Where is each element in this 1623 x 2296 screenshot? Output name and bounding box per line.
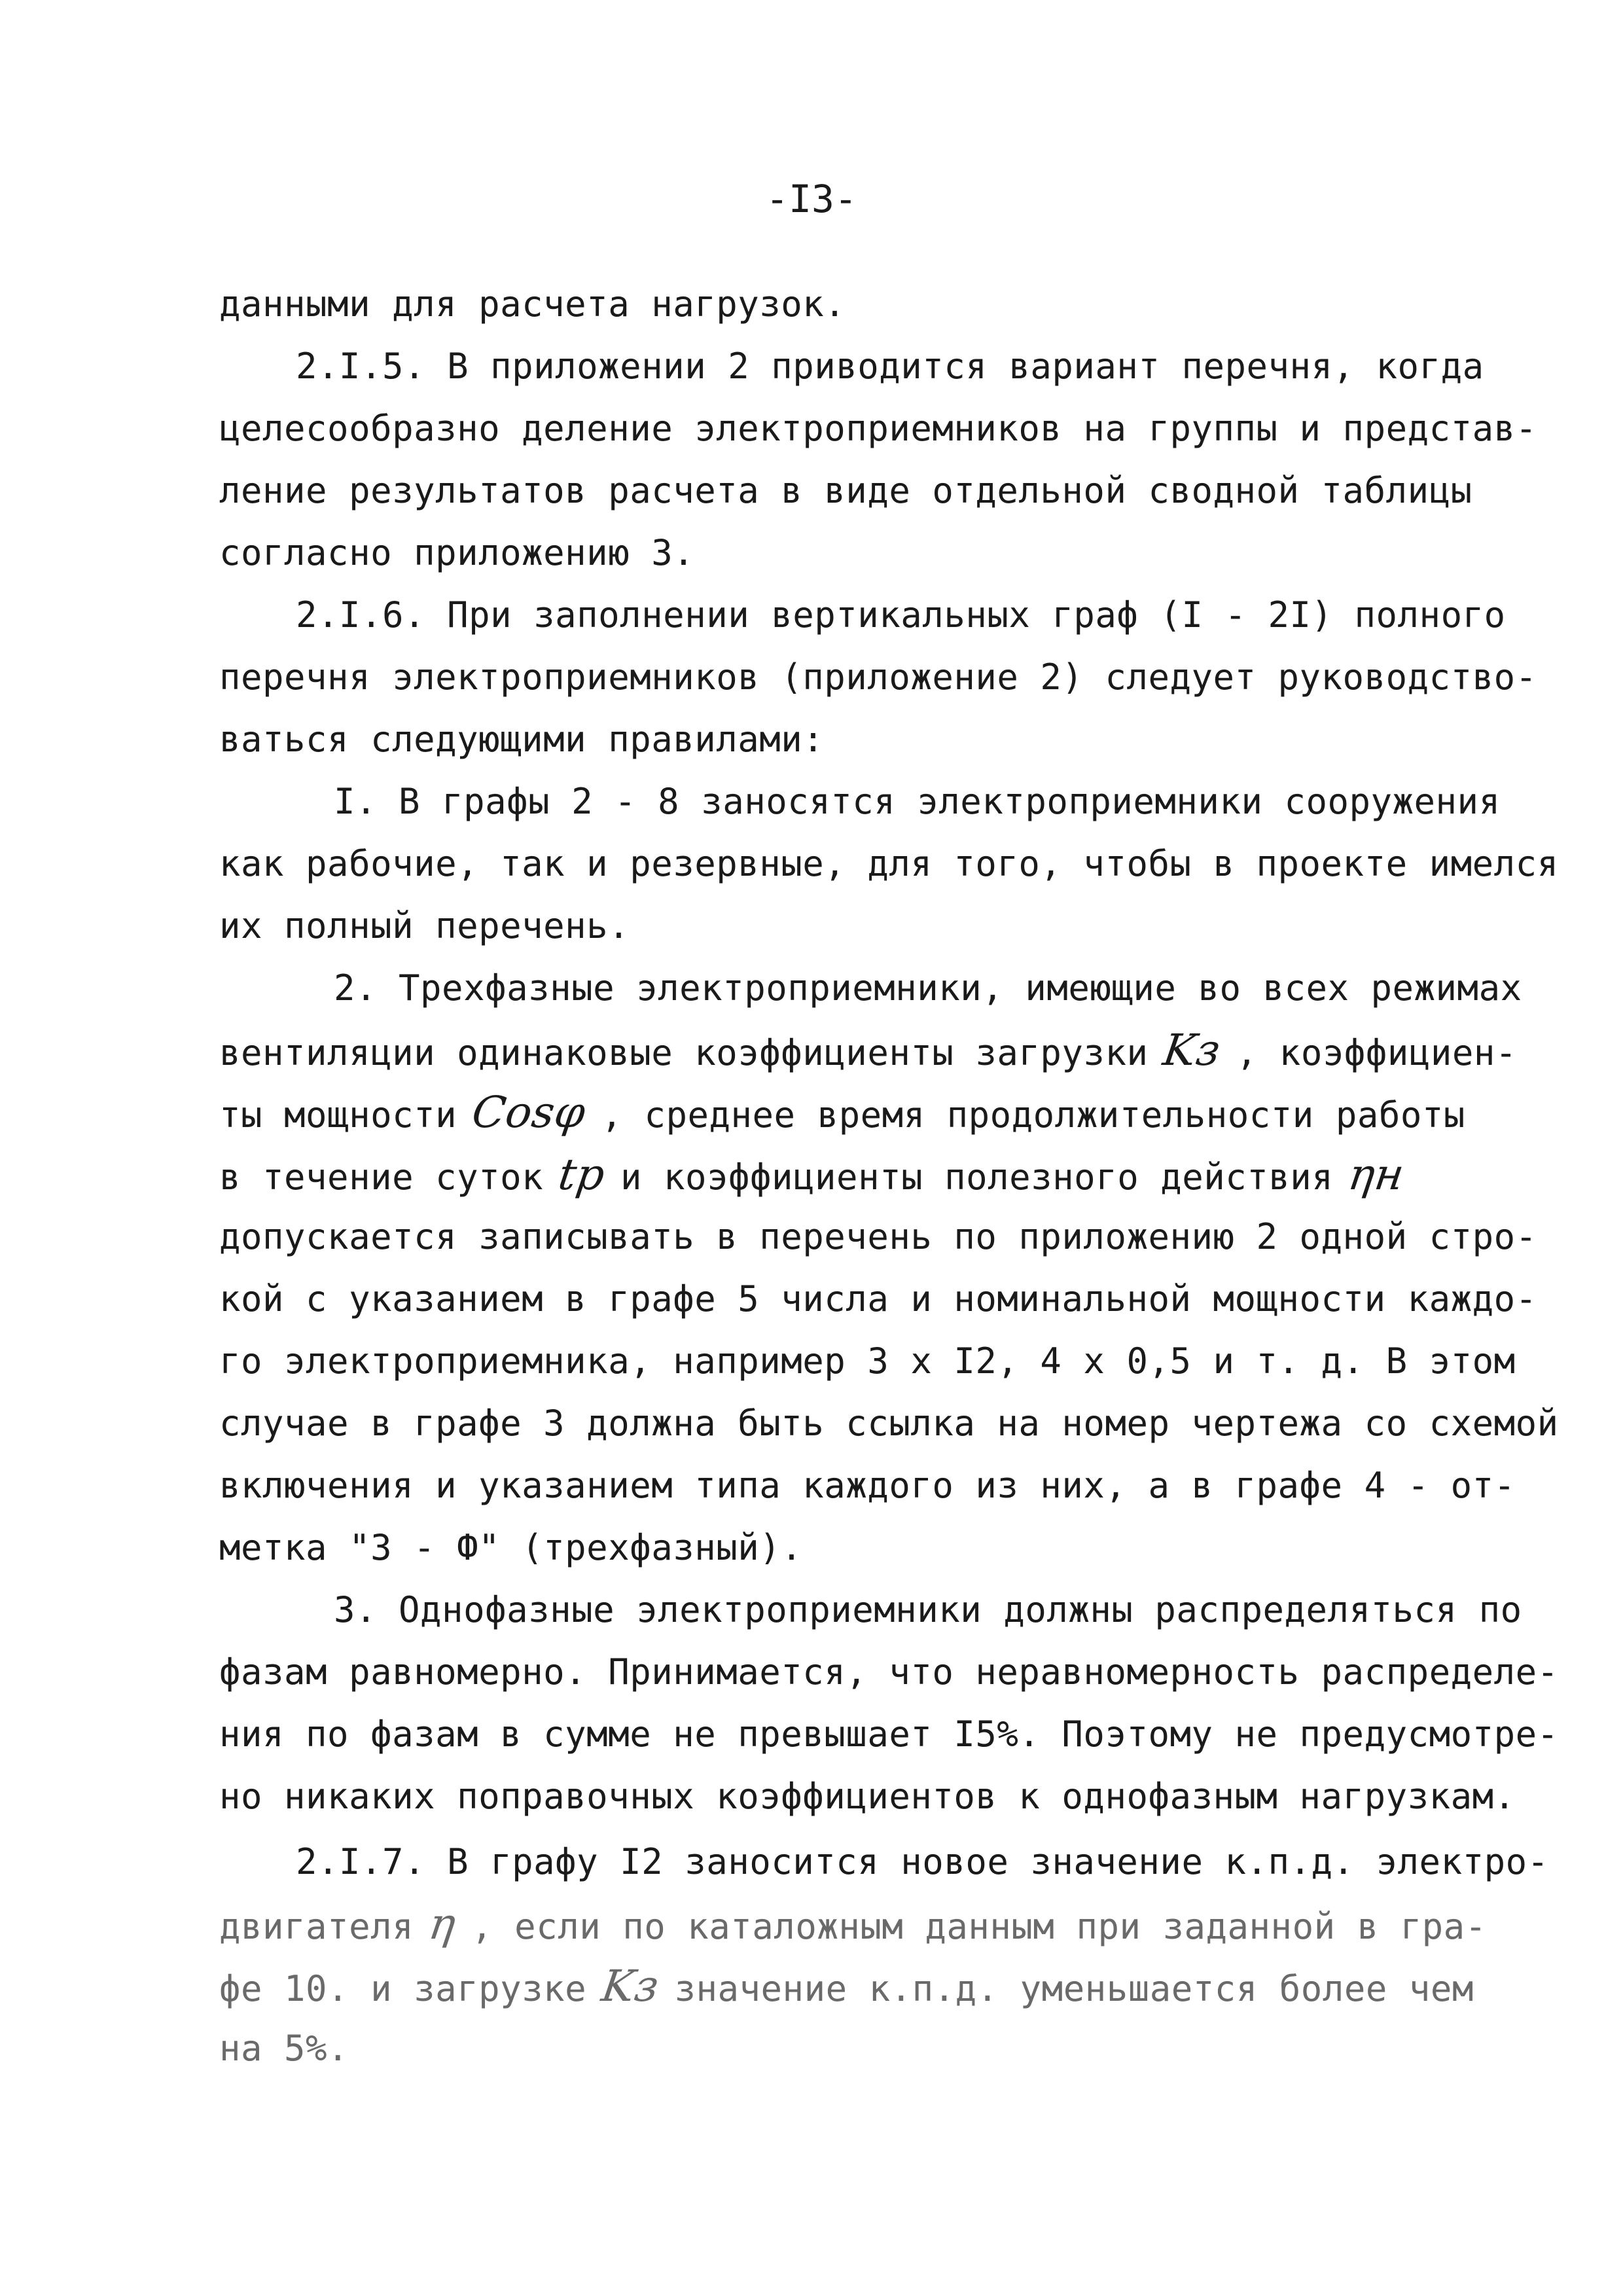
text-fragment: , коэффициен- (1236, 1032, 1517, 1073)
text-line: случае в графе 3 должна быть ссылка на номер чертежа со схемой (219, 1403, 1559, 1444)
text-line: 2. Трехфазные электроприемники, имеющие во всех режимах (334, 967, 1522, 1009)
text-line: но никаких поправочных коэффициентов к однофазным нагрузкам. (219, 1776, 1516, 1817)
text-fragment: , среднее время продолжительности работы (601, 1094, 1465, 1136)
text-line: 2.I.7. В графу I2 заносится новое значение к.п.д. электро- (296, 1841, 1549, 1882)
text-line: допускается записывать в перечень по приложению 2 одной стро- (219, 1216, 1537, 1257)
text-line: их полный перечень. (219, 905, 630, 946)
text-fragment: и коэффициенты полезного действия (620, 1157, 1334, 1198)
text-fragment: ты мощности (219, 1094, 457, 1136)
text-line (219, 1149, 1408, 1200)
text-line: ния по фазам в сумме не превышает I5%. Поэтому не предусмотре- (219, 1713, 1559, 1755)
text-line: данными для расчета нагрузок. (219, 283, 846, 325)
text-fragment: фе 10. и загрузке (219, 1968, 587, 2009)
handwritten-symbol: Cosφ (469, 1087, 589, 1138)
text-fragment: двигателя (219, 1906, 414, 1947)
handwritten-symbol: ηн (1345, 1149, 1408, 1200)
handwritten-symbol: Kз (598, 1961, 662, 2011)
text-line: фазам равномерно. Принимается, что неравномерность распределе- (219, 1651, 1559, 1693)
page-number: -I3- (766, 177, 857, 221)
text-line: 3. Однофазные электроприемники должны распределяться по (334, 1589, 1522, 1630)
text-line: кой с указанием в графе 5 числа и номинальной мощности каждо- (219, 1278, 1537, 1319)
text-line: 2.I.5. В приложении 2 приводится вариант перечня, когда (296, 346, 1484, 387)
text-line: ление результатов расчета в виде отдельной сводной таблицы (219, 470, 1472, 511)
handwritten-symbol: η (425, 1899, 459, 1949)
text-fragment: вентиляции одинаковые коэффициенты загрузки (219, 1032, 1149, 1073)
text-line: перечня электроприемников (приложение 2) следует руководство- (219, 656, 1537, 698)
text-line: метка "3 - Ф" (трехфазный). (219, 1527, 803, 1568)
text-fragment: в течение суток (219, 1157, 544, 1198)
text-line (219, 1961, 1474, 2012)
text-line: ваться следующими правилами: (219, 719, 825, 760)
text-line (219, 1899, 1487, 1950)
text-line (219, 1025, 1517, 1076)
handwritten-symbol: tр (555, 1149, 609, 1200)
text-fragment: , если по каталожным данным при заданной в гра- (471, 1906, 1487, 1947)
text-fragment: значение к.п.д. уменьшается более чем (674, 1968, 1474, 2009)
text-line: целесообразно деление электроприемников на группы и представ- (219, 408, 1537, 449)
text-line (219, 1087, 1465, 1138)
text-line: включения и указанием типа каждого из них, а в графе 4 - от- (219, 1465, 1516, 1506)
handwritten-symbol: Kз (1160, 1025, 1224, 1075)
text-line: го электроприемника, например 3 х I2, 4 х 0,5 и т. д. В этом (219, 1340, 1516, 1382)
text-line: на 5%. (219, 2028, 349, 2069)
text-line: 2.I.6. При заполнении вертикальных граф (I - 2I) полного (296, 594, 1506, 636)
text-line: I. В графы 2 - 8 заносятся электроприемники сооружения (334, 781, 1501, 822)
text-line: согласно приложению 3. (219, 532, 695, 573)
text-line: как рабочие, так и резервные, для того, чтобы в проекте имелся (219, 843, 1559, 884)
